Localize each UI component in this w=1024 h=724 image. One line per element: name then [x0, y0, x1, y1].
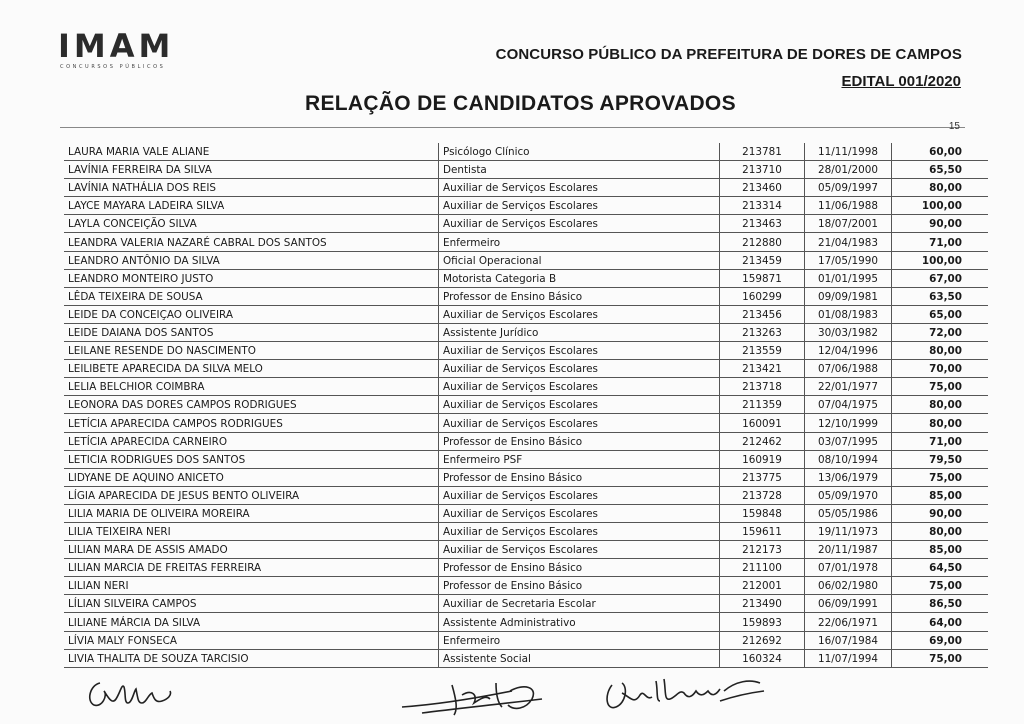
- candidate-registration: 212462: [720, 432, 805, 450]
- signature-2: [392, 669, 572, 721]
- candidate-registration: 213490: [720, 595, 805, 613]
- table-row: [64, 287, 988, 305]
- candidate-role: Professor de Ensino Básico: [439, 287, 720, 305]
- candidate-name: LILIANE MÁRCIA DA SILVA: [64, 613, 439, 631]
- candidate-birthdate: 20/11/1987: [805, 541, 892, 559]
- candidate-name: LETICIA RODRIGUES DOS SANTOS: [64, 450, 439, 468]
- candidate-registration: 212173: [720, 541, 805, 559]
- table-row: [64, 396, 988, 414]
- candidate-name: LÍGIA APARECIDA DE JESUS BENTO OLIVEIRA: [64, 486, 439, 504]
- candidate-score: 60,00: [892, 143, 989, 161]
- candidate-name: LÊDA TEIXEIRA DE SOUSA: [64, 287, 439, 305]
- candidate-name: LAVÍNIA NATHÁLIA DOS REIS: [64, 179, 439, 197]
- candidate-registration: 159893: [720, 613, 805, 631]
- candidate-score: 64,00: [892, 613, 989, 631]
- candidate-birthdate: 22/01/1977: [805, 378, 892, 396]
- table-row: [64, 161, 988, 179]
- candidate-score: 65,50: [892, 161, 989, 179]
- candidate-registration: 213559: [720, 342, 805, 360]
- table-row: [64, 595, 988, 613]
- logo-text: IMAM: [58, 27, 175, 65]
- table-row: [64, 541, 988, 559]
- candidate-registration: 159871: [720, 269, 805, 287]
- candidate-registration: 213263: [720, 323, 805, 341]
- candidate-score: 100,00: [892, 251, 989, 269]
- table-row: [64, 559, 988, 577]
- candidate-score: 71,00: [892, 233, 989, 251]
- candidate-score: 75,00: [892, 378, 989, 396]
- table-row: [64, 486, 988, 504]
- candidate-role: Auxiliar de Serviços Escolares: [439, 179, 720, 197]
- candidate-registration: 213728: [720, 486, 805, 504]
- candidate-name: LETÍCIA APARECIDA CARNEIRO: [64, 432, 439, 450]
- candidate-registration: 212692: [720, 631, 805, 649]
- candidate-name: LEIDE DAIANA DOS SANTOS: [64, 323, 439, 341]
- candidate-role: Oficial Operacional: [439, 251, 720, 269]
- table-row: [64, 468, 988, 486]
- page-number: 15: [948, 121, 960, 132]
- table-row: [64, 522, 988, 540]
- candidate-role: Auxiliar de Serviços Escolares: [439, 215, 720, 233]
- candidate-birthdate: 18/07/2001: [805, 215, 892, 233]
- candidate-birthdate: 28/01/2000: [805, 161, 892, 179]
- candidate-role: Auxiliar de Serviços Escolares: [439, 486, 720, 504]
- candidate-birthdate: 03/07/1995: [805, 432, 892, 450]
- candidate-name: LEONORA DAS DORES CAMPOS RODRIGUES: [64, 396, 439, 414]
- table-row: [64, 631, 988, 649]
- candidate-role: Motorista Categoria B: [439, 269, 720, 287]
- table-row: [64, 179, 988, 197]
- candidate-birthdate: 05/09/1970: [805, 486, 892, 504]
- candidate-role: Professor de Ensino Básico: [439, 577, 720, 595]
- candidate-score: 80,00: [892, 414, 989, 432]
- candidate-name: LAYCE MAYARA LADEIRA SILVA: [64, 197, 439, 215]
- candidate-name: LETÍCIA APARECIDA CAMPOS RODRIGUES: [64, 414, 439, 432]
- candidate-score: 69,00: [892, 631, 989, 649]
- candidates-table-wrap: [64, 143, 966, 668]
- candidate-role: Auxiliar de Serviços Escolares: [439, 197, 720, 215]
- candidate-name: LIDYANE DE AQUINO ANICETO: [64, 468, 439, 486]
- candidate-registration: 160919: [720, 450, 805, 468]
- candidate-role: Auxiliar de Serviços Escolares: [439, 378, 720, 396]
- table-row: [64, 269, 988, 287]
- candidate-role: Dentista: [439, 161, 720, 179]
- candidate-registration: 213718: [720, 378, 805, 396]
- candidate-score: 65,00: [892, 305, 989, 323]
- candidate-birthdate: 13/06/1979: [805, 468, 892, 486]
- table-row: [64, 342, 988, 360]
- candidate-registration: 160091: [720, 414, 805, 432]
- candidate-registration: 212880: [720, 233, 805, 251]
- candidate-name: LÍLIAN SILVEIRA CAMPOS: [64, 595, 439, 613]
- candidate-birthdate: 06/02/1980: [805, 577, 892, 595]
- candidate-role: Auxiliar de Serviços Escolares: [439, 360, 720, 378]
- candidate-score: 63,50: [892, 287, 989, 305]
- candidate-birthdate: 12/10/1999: [805, 414, 892, 432]
- candidate-score: 72,00: [892, 323, 989, 341]
- candidate-score: 80,00: [892, 342, 989, 360]
- candidate-name: LAYLA CONCEIÇÃO SILVA: [64, 215, 439, 233]
- table-row: [64, 305, 988, 323]
- table-row: [64, 378, 988, 396]
- table-row: [64, 143, 988, 161]
- candidate-role: Professor de Ensino Básico: [439, 559, 720, 577]
- list-title: RELAÇÃO DE CANDIDATOS APROVADOS: [305, 92, 736, 115]
- table-row: [64, 360, 988, 378]
- candidate-birthdate: 11/11/1998: [805, 143, 892, 161]
- candidate-registration: 213710: [720, 161, 805, 179]
- candidate-role: Auxiliar de Serviços Escolares: [439, 522, 720, 540]
- candidate-name: LELIA BELCHIOR COIMBRA: [64, 378, 439, 396]
- candidate-name: LÍVIA MALY FONSECA: [64, 631, 439, 649]
- candidate-registration: 160299: [720, 287, 805, 305]
- signature-3: [600, 671, 770, 721]
- candidate-role: Professor de Ensino Básico: [439, 468, 720, 486]
- candidate-name: LEILIBETE APARECIDA DA SILVA MELO: [64, 360, 439, 378]
- candidate-role: Psicólogo Clínico: [439, 143, 720, 161]
- signature-1: [82, 675, 182, 715]
- candidate-birthdate: 19/11/1973: [805, 522, 892, 540]
- signatures: [0, 665, 1024, 724]
- candidate-role: Assistente Administrativo: [439, 613, 720, 631]
- edital-number: EDITAL 001/2020: [841, 73, 961, 90]
- imam-logo: [58, 27, 198, 70]
- candidate-registration: 213460: [720, 179, 805, 197]
- candidate-birthdate: 01/01/1995: [805, 269, 892, 287]
- candidate-name: LEANDRO ANTÔNIO DA SILVA: [64, 251, 439, 269]
- table-row: [64, 613, 988, 631]
- candidate-name: LEILANE RESENDE DO NASCIMENTO: [64, 342, 439, 360]
- candidate-role: Auxiliar de Serviços Escolares: [439, 414, 720, 432]
- candidate-score: 90,00: [892, 215, 989, 233]
- candidate-score: 67,00: [892, 269, 989, 287]
- candidate-score: 75,00: [892, 577, 989, 595]
- candidate-score: 100,00: [892, 197, 989, 215]
- candidate-role: Auxiliar de Secretaria Escolar: [439, 595, 720, 613]
- candidate-score: 85,00: [892, 486, 989, 504]
- candidate-registration: 211359: [720, 396, 805, 414]
- candidate-name: LEIDE DA CONCEIÇAO OLIVEIRA: [64, 305, 439, 323]
- candidate-birthdate: 09/09/1981: [805, 287, 892, 305]
- candidate-name: LEANDRO MONTEIRO JUSTO: [64, 269, 439, 287]
- candidate-role: Auxiliar de Serviços Escolares: [439, 305, 720, 323]
- candidate-score: 86,50: [892, 595, 989, 613]
- candidate-birthdate: 01/08/1983: [805, 305, 892, 323]
- table-row: [64, 577, 988, 595]
- candidate-birthdate: 11/06/1988: [805, 197, 892, 215]
- candidate-role: Enfermeiro: [439, 233, 720, 251]
- candidate-score: 79,50: [892, 450, 989, 468]
- candidate-role: Auxiliar de Serviços Escolares: [439, 396, 720, 414]
- candidate-role: Enfermeiro: [439, 631, 720, 649]
- candidate-birthdate: 11/07/1994: [805, 649, 892, 667]
- candidate-name: LIVIA THALITA DE SOUZA TARCISIO: [64, 649, 439, 667]
- candidate-birthdate: 16/07/1984: [805, 631, 892, 649]
- candidate-registration: 213463: [720, 215, 805, 233]
- candidate-role: Auxiliar de Serviços Escolares: [439, 504, 720, 522]
- header-divider: [60, 127, 965, 128]
- candidate-registration: 159611: [720, 522, 805, 540]
- candidate-registration: 213459: [720, 251, 805, 269]
- candidate-role: Auxiliar de Serviços Escolares: [439, 541, 720, 559]
- candidate-name: LILIAN MARCIA DE FREITAS FERREIRA: [64, 559, 439, 577]
- candidate-name: LAURA MARIA VALE ALIANE: [64, 143, 439, 161]
- candidate-role: Enfermeiro PSF: [439, 450, 720, 468]
- candidate-name: LILIAN NERI: [64, 577, 439, 595]
- candidate-registration: 213456: [720, 305, 805, 323]
- candidates-table: [64, 143, 988, 668]
- table-row: [64, 504, 988, 522]
- candidate-score: 70,00: [892, 360, 989, 378]
- candidate-name: LILIA TEIXEIRA NERI: [64, 522, 439, 540]
- candidate-registration: 213781: [720, 143, 805, 161]
- table-row: [64, 197, 988, 215]
- candidate-birthdate: 07/01/1978: [805, 559, 892, 577]
- table-row: [64, 323, 988, 341]
- candidate-birthdate: 12/04/1996: [805, 342, 892, 360]
- table-row: [64, 215, 988, 233]
- candidate-score: 80,00: [892, 396, 989, 414]
- candidate-birthdate: 17/05/1990: [805, 251, 892, 269]
- candidate-birthdate: 05/05/1986: [805, 504, 892, 522]
- candidate-score: 75,00: [892, 468, 989, 486]
- candidate-score: 64,50: [892, 559, 989, 577]
- candidate-name: LAVÍNIA FERREIRA DA SILVA: [64, 161, 439, 179]
- candidate-registration: 213775: [720, 468, 805, 486]
- candidate-name: LEANDRA VALERIA NAZARÉ CABRAL DOS SANTOS: [64, 233, 439, 251]
- candidate-name: LILIA MARIA DE OLIVEIRA MOREIRA: [64, 504, 439, 522]
- candidate-birthdate: 22/06/1971: [805, 613, 892, 631]
- candidate-score: 90,00: [892, 504, 989, 522]
- candidate-birthdate: 05/09/1997: [805, 179, 892, 197]
- candidate-registration: 212001: [720, 577, 805, 595]
- candidate-registration: 213314: [720, 197, 805, 215]
- candidate-registration: 211100: [720, 559, 805, 577]
- candidate-role: Assistente Jurídico: [439, 323, 720, 341]
- candidate-birthdate: 30/03/1982: [805, 323, 892, 341]
- table-row: [64, 251, 988, 269]
- candidate-birthdate: 06/09/1991: [805, 595, 892, 613]
- candidate-score: 80,00: [892, 179, 989, 197]
- candidate-score: 80,00: [892, 522, 989, 540]
- table-row: [64, 450, 988, 468]
- candidate-birthdate: 21/04/1983: [805, 233, 892, 251]
- candidate-name: LILIAN MARA DE ASSIS AMADO: [64, 541, 439, 559]
- logo-subtitle: CONCURSOS PÚBLICOS: [60, 64, 166, 70]
- candidate-birthdate: 07/06/1988: [805, 360, 892, 378]
- candidate-birthdate: 08/10/1994: [805, 450, 892, 468]
- table-row: [64, 432, 988, 450]
- candidate-score: 85,00: [892, 541, 989, 559]
- candidate-role: Assistente Social: [439, 649, 720, 667]
- candidate-birthdate: 07/04/1975: [805, 396, 892, 414]
- candidate-registration: 159848: [720, 504, 805, 522]
- contest-title: CONCURSO PÚBLICO DA PREFEITURA DE DORES DE CAMPOS: [495, 46, 962, 63]
- table-row: [64, 414, 988, 432]
- candidate-registration: 160324: [720, 649, 805, 667]
- candidate-role: Professor de Ensino Básico: [439, 432, 720, 450]
- candidate-role: Auxiliar de Serviços Escolares: [439, 342, 720, 360]
- candidate-registration: 213421: [720, 360, 805, 378]
- candidate-score: 75,00: [892, 649, 989, 667]
- candidate-score: 71,00: [892, 432, 989, 450]
- table-row: [64, 233, 988, 251]
